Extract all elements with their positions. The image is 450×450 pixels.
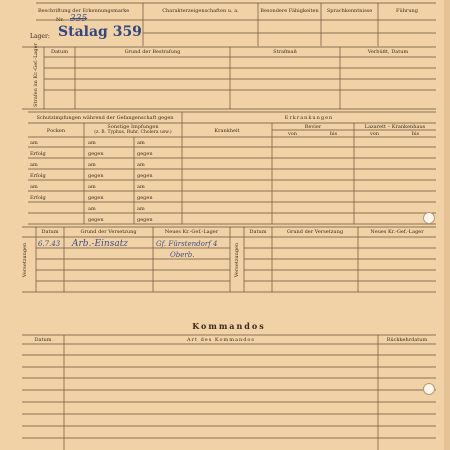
vacc-row-1-right: am bbox=[137, 140, 145, 146]
strafen-col-date: Datum bbox=[51, 49, 68, 55]
kommandos-col-return: Rückkehrdatum bbox=[386, 337, 428, 343]
vaccination-title: Schutzimpfungen während der Gefangenschaft gegen bbox=[36, 115, 174, 121]
illness-col-disease: Krankheit bbox=[214, 128, 240, 134]
nr-value: 335 bbox=[70, 14, 88, 24]
kommandos-col-date: Datum bbox=[34, 337, 52, 343]
vacc-row-5-right: am bbox=[137, 184, 145, 190]
strafen-side-label: Strafen im Kr.-Gef.-Lager bbox=[33, 43, 39, 107]
vacc-row-8-right: gegen bbox=[137, 217, 153, 223]
vacc-row-7-mid: am bbox=[88, 206, 96, 212]
header-col-conduct: Führung bbox=[396, 8, 418, 14]
vacc-row-5-mid: am bbox=[88, 184, 96, 190]
vacc-row-4-mid: gegen bbox=[88, 173, 104, 179]
vacc-row-3-left: am bbox=[30, 162, 38, 168]
nr-label: Nr. bbox=[56, 17, 64, 23]
vacc-row-4-left: Erfolg bbox=[30, 173, 46, 179]
transfer-entry-reason: Arb.-Einsatz bbox=[72, 239, 129, 249]
transfer-col-date: Datum bbox=[41, 229, 59, 235]
transfer-col-reason: Grund der Versetzung bbox=[80, 229, 137, 235]
vacc-row-6-left: Erfolg bbox=[30, 195, 46, 201]
hospital-from: von bbox=[369, 131, 380, 137]
punch-hole-lower bbox=[423, 383, 435, 395]
vacc-row-2-left: Erfolg bbox=[30, 151, 46, 157]
hospital-to: bis bbox=[411, 131, 420, 137]
vacc-row-5-left: am bbox=[30, 184, 38, 190]
header-col-character: Charakterzeigenschaften u. a. bbox=[162, 8, 239, 14]
transfer-right-col-date: Datum bbox=[249, 229, 267, 235]
vacc-row-3-mid: am bbox=[88, 162, 96, 168]
sickbay-from: von bbox=[287, 131, 298, 137]
vacc-row-2-mid: gegen bbox=[88, 151, 104, 157]
kommandos-col-type: Art des Kommandos bbox=[187, 337, 255, 343]
strafen-col-served: Verbüßt, Datum bbox=[367, 49, 409, 55]
vacc-row-1-left: am bbox=[30, 140, 38, 146]
transfer-entry-date: 6.7.43 bbox=[38, 240, 61, 248]
transfer-right-side-label: Versetzungen bbox=[234, 242, 240, 278]
kommandos-title: Kommandos bbox=[192, 321, 266, 331]
transfer-col-new-camp: Neues Kr.-Gef.-Lager bbox=[164, 229, 219, 235]
header-col-languages: Sprachkenntnisse bbox=[326, 8, 373, 14]
transfer-side-label: Versetzungen bbox=[22, 242, 28, 278]
vacc-row-8-mid: gegen bbox=[88, 217, 104, 223]
strafen-col-sentence: Strafmaß bbox=[273, 49, 297, 55]
punch-hole-upper bbox=[423, 212, 435, 224]
vacc-row-4-right: gegen bbox=[137, 173, 153, 179]
vaccination-col-smallpox: Pocken bbox=[46, 128, 66, 134]
transfer-entry-camp: Gf. Fürstendorf 4 bbox=[156, 240, 218, 248]
transfer-entry-camp-line2: Oberb. bbox=[170, 251, 195, 259]
vacc-row-1-mid: am bbox=[88, 140, 96, 146]
header-col-id-tag: Beschriftung der Erkennungsmarke bbox=[38, 8, 130, 14]
vacc-row-6-mid: gegen bbox=[88, 195, 104, 201]
illness-title: Erkrankungen bbox=[284, 115, 334, 121]
vacc-row-2-right: gegen bbox=[137, 151, 153, 157]
sickbay-to: bis bbox=[329, 131, 338, 137]
vacc-row-6-right: gegen bbox=[137, 195, 153, 201]
vaccination-col-other-sub: (z. B. Typhus, Ruhr, Cholera usw.) bbox=[94, 130, 172, 135]
illness-col-sickbay: Revier bbox=[304, 124, 322, 130]
lager-label: Lager: bbox=[30, 33, 50, 40]
strafen-col-reason: Grund der Bestrafung bbox=[124, 49, 181, 55]
transfer-right-col-reason: Grund der Versetzung bbox=[286, 229, 344, 235]
header-col-abilities: Besondere Fähigkeiten bbox=[260, 8, 319, 14]
stalag-stamp: Stalag 359 bbox=[58, 24, 142, 40]
vacc-row-7-right: am bbox=[137, 206, 145, 212]
vaccination-col-other: Sonstige Impfungen bbox=[107, 124, 159, 130]
transfer-right-col-new-camp: Neues Kr.-Gef.-Lager bbox=[370, 229, 424, 235]
vacc-row-3-right: am bbox=[137, 162, 145, 168]
illness-col-hospital: Lazarett – Krankenhaus bbox=[364, 124, 426, 130]
